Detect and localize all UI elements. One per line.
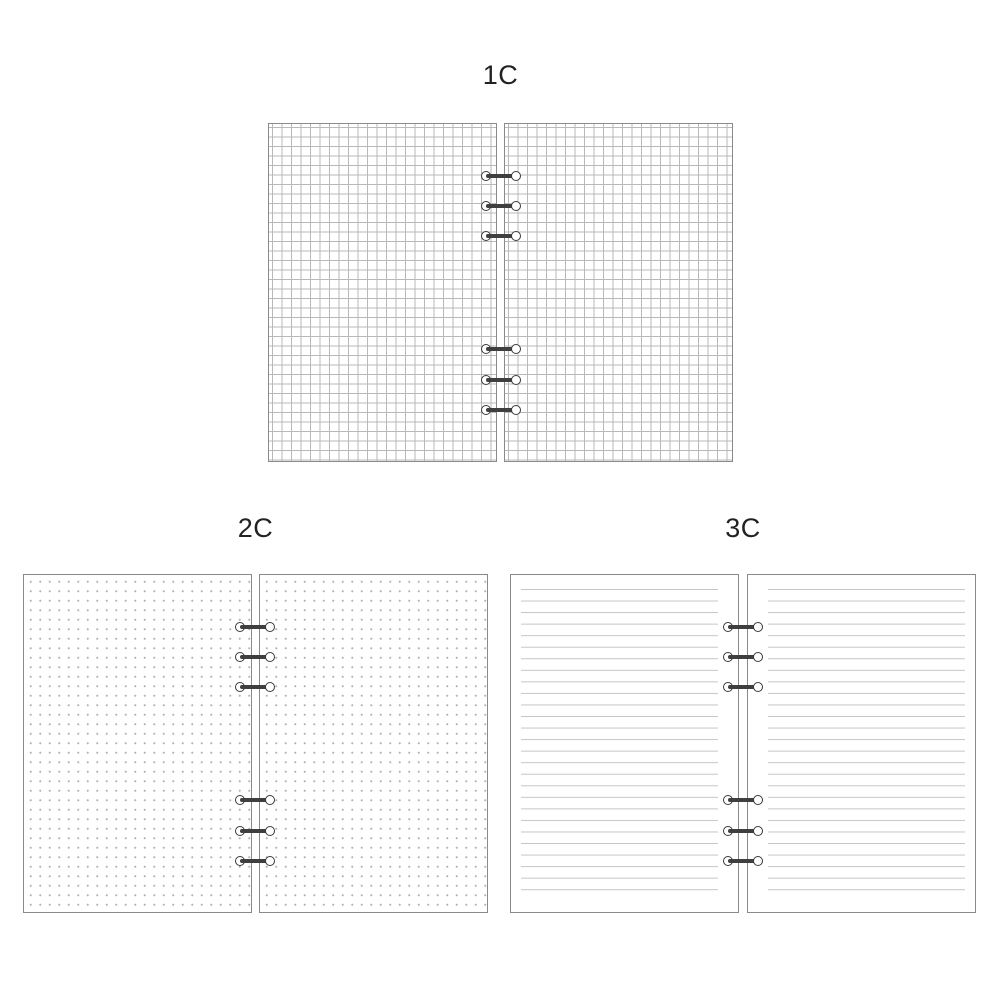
binder-ring [723,795,763,805]
binder-ring [723,826,763,836]
binder-ring [235,682,275,692]
binder-ring [235,622,275,632]
left-page-lined [510,574,739,913]
binder-ring [481,171,521,181]
binder-ring [723,682,763,692]
binder-ring [481,375,521,385]
binder-ring [235,652,275,662]
right-page-lined [747,574,976,913]
binder-ring [235,795,275,805]
variant-2c [23,513,488,915]
right-page-dot [259,574,488,913]
binder-ring [481,231,521,241]
variant-1c [268,60,733,464]
binder-ring [481,344,521,354]
variant-3c [510,513,976,915]
binder-ring [723,652,763,662]
variant-label: 2C [237,513,274,543]
variant-label: 1C [482,60,519,90]
binder-ring [723,856,763,866]
left-page-grid [268,123,497,462]
variant-label: 3C [725,513,761,543]
binder-ring [481,405,521,415]
right-page-grid [504,123,733,462]
binder-ring [481,201,521,211]
binder-ring [723,622,763,632]
binder-ring [235,856,275,866]
binder-ring [235,826,275,836]
left-page-dot [23,574,252,913]
